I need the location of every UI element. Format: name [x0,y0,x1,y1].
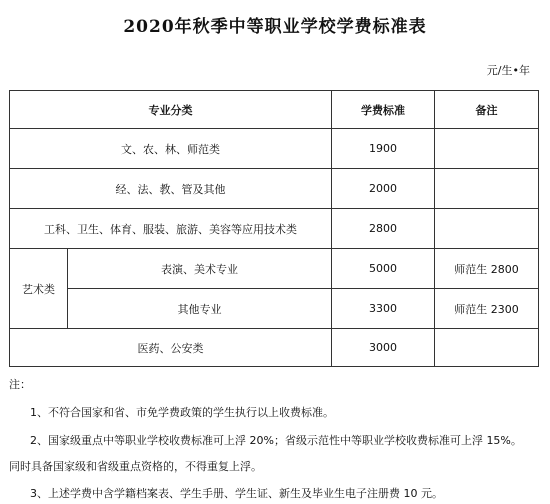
row-fee: 1900 [332,129,435,169]
row-fee: 5000 [332,249,435,289]
row-category: 其他专业 [68,289,332,329]
note-item: 同时具备国家级和省级重点资格的，不得重复上浮。 [9,460,262,473]
note-item: 1、不符合国家和省、市免学费政策的学生执行以上收费标准。 [30,406,334,419]
table-row [10,169,539,209]
header-category: 专业分类 [10,91,332,129]
row-fee: 2000 [332,169,435,209]
table-row [10,329,539,367]
row-remark [435,329,539,367]
table-row [10,289,539,329]
row-category: 表演、美术专业 [68,249,332,289]
table-row [10,129,539,169]
table-row [10,209,539,249]
row-category: 经、法、教、管及其他 [10,169,332,209]
notes-heading: 注： [9,378,31,391]
table-header-row [10,91,539,129]
row-remark [435,209,539,249]
row-category: 医药、公安类 [10,329,332,367]
row-fee: 3000 [332,329,435,367]
table-row [10,249,539,289]
fee-table [9,90,539,367]
unit-label: 元/生•年 [486,64,530,77]
row-remark [435,129,539,169]
row-fee: 3300 [332,289,435,329]
header-fee: 学费标准 [332,91,435,129]
row-remark: 师范生 2300 [435,289,539,329]
note-item: 2、国家级重点中等职业学校收费标准可上浮 20%；省级示范性中等职业学校收费标准可上浮 15%。 [30,434,522,447]
row-remark: 师范生 2800 [435,249,539,289]
row-fee: 2800 [332,209,435,249]
row-remark [435,169,539,209]
header-remark: 备注 [435,91,539,129]
row-group-art: 艺术类 [10,249,68,329]
row-category: 文、农、林、师范类 [10,129,332,169]
note-item: 3、上述学费中含学籍档案表、学生手册、学生证、新生及毕业生电子注册费 10 元。 [30,487,443,500]
page-title: 2020年秋季中等职业学校学费标准表 [123,17,427,37]
row-category: 工科、卫生、体育、服装、旅游、美容等应用技术类 [10,209,332,249]
